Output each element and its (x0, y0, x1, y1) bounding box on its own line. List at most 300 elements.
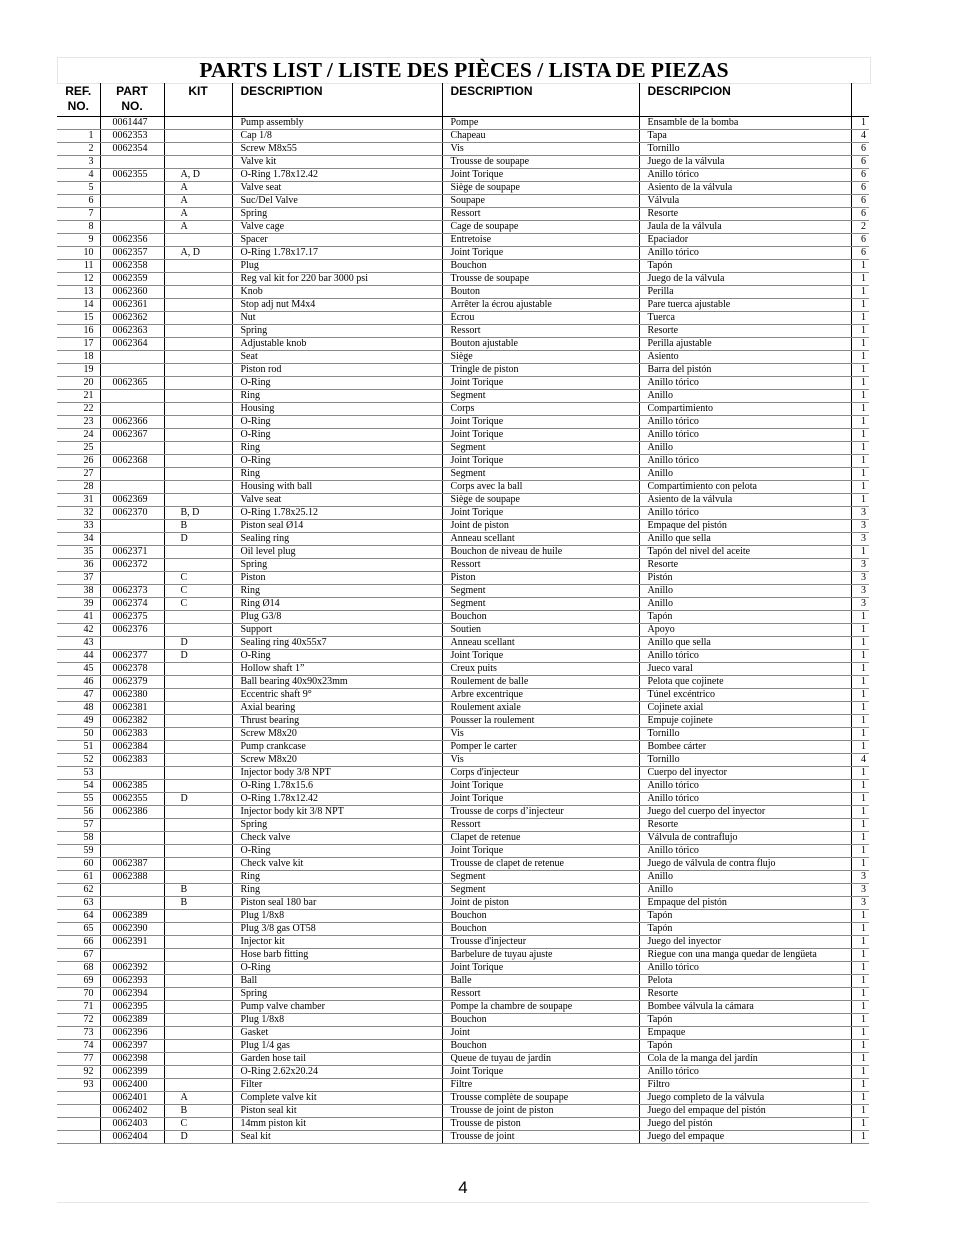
description-fr-cell: Corps d'injecteur (442, 767, 639, 780)
part-no-cell (100, 208, 164, 221)
description-en-cell: Plug 1/8x8 (232, 910, 442, 923)
table-row (57, 624, 869, 637)
description-es-cell: Asiento de la válvula (639, 494, 851, 507)
qty-cell: 1 (851, 416, 869, 429)
description-es-cell: Tapón (639, 923, 851, 936)
kit-cell (164, 715, 232, 728)
table-row (57, 858, 869, 871)
description-fr-cell: Segment (442, 598, 639, 611)
qty-cell: 1 (851, 832, 869, 845)
description-en-cell: Eccentric shaft 9° (232, 689, 442, 702)
description-en-cell: O-Ring (232, 377, 442, 390)
qty-cell: 1 (851, 780, 869, 793)
description-fr-cell: Ressort (442, 559, 639, 572)
part-no-cell (100, 351, 164, 364)
part-no-cell (100, 533, 164, 546)
description-es-cell: Juego del cuerpo del inyector (639, 806, 851, 819)
description-en-cell: Check valve (232, 832, 442, 845)
kit-cell (164, 325, 232, 338)
part-no-cell: 0062404 (100, 1131, 164, 1144)
kit-cell: B (164, 884, 232, 897)
description-fr-cell: Joint Torique (442, 962, 639, 975)
kit-cell (164, 988, 232, 1001)
kit-cell (164, 611, 232, 624)
kit-cell (164, 143, 232, 156)
part-no-cell: 0062361 (100, 299, 164, 312)
kit-cell (164, 663, 232, 676)
description-en-cell: Pump valve chamber (232, 1001, 442, 1014)
description-en-cell: 14mm piston kit (232, 1118, 442, 1131)
description-en-cell: Oil level plug (232, 546, 442, 559)
description-en-cell: Axial bearing (232, 702, 442, 715)
description-fr-cell: Trousse de soupape (442, 156, 639, 169)
kit-cell (164, 858, 232, 871)
part-no-cell: 0062359 (100, 273, 164, 286)
header-description-es: DESCRIPCION (639, 83, 851, 117)
table-row (57, 793, 869, 806)
table-row (57, 143, 869, 156)
description-fr-cell: Ressort (442, 988, 639, 1001)
kit-cell (164, 364, 232, 377)
description-fr-cell: Joint Torique (442, 507, 639, 520)
description-es-cell: Juego del empaque del pistón (639, 1105, 851, 1118)
ref-no-cell: 45 (57, 663, 100, 676)
description-es-cell: Tornillo (639, 143, 851, 156)
description-es-cell: Jueco varal (639, 663, 851, 676)
qty-cell: 1 (851, 325, 869, 338)
ref-no-cell: 49 (57, 715, 100, 728)
description-fr-cell: Tringle de piston (442, 364, 639, 377)
kit-cell (164, 689, 232, 702)
qty-cell: 6 (851, 195, 869, 208)
qty-cell: 3 (851, 572, 869, 585)
table-row (57, 975, 869, 988)
ref-no-cell: 48 (57, 702, 100, 715)
ref-no-cell: 50 (57, 728, 100, 741)
qty-cell: 1 (851, 377, 869, 390)
description-es-cell: Anillo tórico (639, 780, 851, 793)
qty-cell: 1 (851, 1092, 869, 1105)
table-row (57, 351, 869, 364)
ref-no-cell: 68 (57, 962, 100, 975)
description-fr-cell: Roulement de balle (442, 676, 639, 689)
ref-no-cell: 21 (57, 390, 100, 403)
kit-cell: A (164, 195, 232, 208)
part-no-cell: 0062362 (100, 312, 164, 325)
ref-no-cell: 33 (57, 520, 100, 533)
description-es-cell: Resorte (639, 325, 851, 338)
qty-cell: 1 (851, 819, 869, 832)
description-en-cell: Piston seal kit (232, 1105, 442, 1118)
qty-cell: 1 (851, 949, 869, 962)
ref-no-cell: 56 (57, 806, 100, 819)
ref-no-cell: 69 (57, 975, 100, 988)
part-no-cell: 0062380 (100, 689, 164, 702)
description-fr-cell: Joint Torique (442, 793, 639, 806)
kit-cell (164, 117, 232, 130)
table-row (57, 650, 869, 663)
description-es-cell: Anillo (639, 598, 851, 611)
description-en-cell: Seat (232, 351, 442, 364)
description-en-cell: Screw M8x20 (232, 728, 442, 741)
description-es-cell: Filtro (639, 1079, 851, 1092)
description-es-cell: Anillo tórico (639, 247, 851, 260)
table-row (57, 663, 869, 676)
part-no-cell: 0062396 (100, 1027, 164, 1040)
qty-cell: 1 (851, 1053, 869, 1066)
description-es-cell: Empaque del pistón (639, 520, 851, 533)
qty-cell: 6 (851, 208, 869, 221)
description-en-cell: Hose barb fitting (232, 949, 442, 962)
description-en-cell: O-Ring (232, 845, 442, 858)
table-row (57, 884, 869, 897)
description-es-cell: Perilla (639, 286, 851, 299)
description-es-cell: Túnel excéntrico (639, 689, 851, 702)
description-fr-cell: Trousse complète de soupape (442, 1092, 639, 1105)
ref-no-cell: 63 (57, 897, 100, 910)
description-fr-cell: Bouchon (442, 923, 639, 936)
kit-cell (164, 156, 232, 169)
description-en-cell: Piston (232, 572, 442, 585)
kit-cell (164, 377, 232, 390)
part-no-cell: 0062357 (100, 247, 164, 260)
description-en-cell: O-Ring 1.78x17.17 (232, 247, 442, 260)
description-fr-cell: Pousser la roulement (442, 715, 639, 728)
ref-no-cell: 72 (57, 1014, 100, 1027)
part-no-cell: 0062360 (100, 286, 164, 299)
description-fr-cell: Joint Torique (442, 455, 639, 468)
table-row (57, 598, 869, 611)
part-no-cell: 0062368 (100, 455, 164, 468)
ref-no-cell: 44 (57, 650, 100, 663)
part-no-cell (100, 572, 164, 585)
description-en-cell: Adjustable knob (232, 338, 442, 351)
qty-cell: 1 (851, 845, 869, 858)
ref-no-cell: 3 (57, 156, 100, 169)
ref-no-cell: 64 (57, 910, 100, 923)
description-es-cell: Jaula de la válvula (639, 221, 851, 234)
part-no-cell: 0062385 (100, 780, 164, 793)
description-fr-cell: Piston (442, 572, 639, 585)
description-fr-cell: Trousse de clapet de retenue (442, 858, 639, 871)
qty-cell: 1 (851, 403, 869, 416)
description-es-cell: Juego del inyector (639, 936, 851, 949)
table-row (57, 1053, 869, 1066)
description-fr-cell: Bouchon (442, 611, 639, 624)
part-no-cell: 0062356 (100, 234, 164, 247)
description-es-cell: Anillo tórico (639, 650, 851, 663)
description-es-cell: Tapón del nivel del aceite (639, 546, 851, 559)
kit-cell: A (164, 1092, 232, 1105)
description-es-cell: Tornillo (639, 754, 851, 767)
part-no-cell (100, 481, 164, 494)
ref-no-cell: 2 (57, 143, 100, 156)
part-no-cell (100, 520, 164, 533)
description-es-cell: Anillo tórico (639, 962, 851, 975)
part-no-cell: 0062393 (100, 975, 164, 988)
table-row (57, 169, 869, 182)
table-row (57, 702, 869, 715)
description-fr-cell: Bouchon (442, 1014, 639, 1027)
table-row (57, 338, 869, 351)
description-es-cell: Juego de la válvula (639, 273, 851, 286)
description-fr-cell: Vis (442, 754, 639, 767)
part-no-cell: 0062353 (100, 130, 164, 143)
ref-no-cell: 10 (57, 247, 100, 260)
part-no-cell: 0062382 (100, 715, 164, 728)
kit-cell (164, 923, 232, 936)
qty-cell: 2 (851, 221, 869, 234)
ref-no-cell (57, 1118, 100, 1131)
description-es-cell: Tapa (639, 130, 851, 143)
part-no-cell (100, 364, 164, 377)
description-fr-cell: Joint Torique (442, 1066, 639, 1079)
qty-cell: 3 (851, 559, 869, 572)
description-en-cell: Stop adj nut M4x4 (232, 299, 442, 312)
ref-no-cell: 70 (57, 988, 100, 1001)
ref-no-cell: 71 (57, 1001, 100, 1014)
description-en-cell: Ball bearing 40x90x23mm (232, 676, 442, 689)
part-no-cell: 0062381 (100, 702, 164, 715)
table-header (57, 83, 869, 117)
qty-cell: 1 (851, 273, 869, 286)
ref-no-cell: 52 (57, 754, 100, 767)
table-row (57, 754, 869, 767)
table-row (57, 897, 869, 910)
table-row (57, 182, 869, 195)
qty-cell: 3 (851, 533, 869, 546)
ref-no-cell: 9 (57, 234, 100, 247)
header-qty (851, 83, 869, 117)
part-no-cell (100, 390, 164, 403)
description-es-cell: Anillo tórico (639, 455, 851, 468)
part-no-cell: 0062386 (100, 806, 164, 819)
qty-cell: 1 (851, 442, 869, 455)
kit-cell: D (164, 637, 232, 650)
ref-no-cell: 53 (57, 767, 100, 780)
kit-cell: A (164, 182, 232, 195)
part-no-cell: 0062399 (100, 1066, 164, 1079)
description-en-cell: Valve seat (232, 494, 442, 507)
part-no-cell: 0062378 (100, 663, 164, 676)
part-no-cell: 0062388 (100, 871, 164, 884)
part-no-cell: 0062372 (100, 559, 164, 572)
part-no-cell: 0062395 (100, 1001, 164, 1014)
ref-no-cell: 55 (57, 793, 100, 806)
part-no-cell (100, 195, 164, 208)
table-row (57, 494, 869, 507)
description-fr-cell: Siège de soupape (442, 494, 639, 507)
description-es-cell: Resorte (639, 208, 851, 221)
description-es-cell: Pare tuerca ajustable (639, 299, 851, 312)
kit-cell (164, 1001, 232, 1014)
ref-no-cell: 32 (57, 507, 100, 520)
ref-no-cell: 65 (57, 923, 100, 936)
ref-no-cell: 37 (57, 572, 100, 585)
qty-cell: 1 (851, 1040, 869, 1053)
description-es-cell: Perilla ajustable (639, 338, 851, 351)
kit-cell: A, D (164, 247, 232, 260)
description-es-cell: Asiento de la válvula (639, 182, 851, 195)
kit-cell (164, 1066, 232, 1079)
page-number: 4 (458, 1178, 468, 1197)
description-fr-cell: Balle (442, 975, 639, 988)
qty-cell: 1 (851, 286, 869, 299)
description-en-cell: Injector body kit 3/8 NPT (232, 806, 442, 819)
kit-cell (164, 676, 232, 689)
qty-cell: 6 (851, 143, 869, 156)
qty-cell: 1 (851, 702, 869, 715)
part-no-cell: 0062364 (100, 338, 164, 351)
description-en-cell: Plug (232, 260, 442, 273)
qty-cell: 1 (851, 481, 869, 494)
kit-cell: B (164, 897, 232, 910)
part-no-cell (100, 884, 164, 897)
description-es-cell: Anillo tórico (639, 1066, 851, 1079)
description-es-cell: Tapón (639, 611, 851, 624)
ref-no-cell: 60 (57, 858, 100, 871)
qty-cell: 3 (851, 520, 869, 533)
table-row (57, 832, 869, 845)
qty-cell: 1 (851, 793, 869, 806)
table-row (57, 637, 869, 650)
ref-no-cell: 57 (57, 819, 100, 832)
kit-cell (164, 416, 232, 429)
table-row (57, 1001, 869, 1014)
qty-cell: 3 (851, 897, 869, 910)
description-en-cell: Plug 1/8x8 (232, 1014, 442, 1027)
kit-cell (164, 767, 232, 780)
kit-cell: D (164, 533, 232, 546)
description-fr-cell: Trousse de soupape (442, 273, 639, 286)
ref-no-cell: 19 (57, 364, 100, 377)
description-fr-cell: Filtre (442, 1079, 639, 1092)
header-ref-no: REF. NO. (57, 83, 100, 117)
qty-cell: 1 (851, 650, 869, 663)
part-no-cell: 0062377 (100, 650, 164, 663)
description-fr-cell: Pompe (442, 117, 639, 130)
ref-no-cell: 18 (57, 351, 100, 364)
description-es-cell: Anillo (639, 442, 851, 455)
kit-cell (164, 273, 232, 286)
qty-cell: 6 (851, 169, 869, 182)
description-en-cell: Ring (232, 884, 442, 897)
description-fr-cell: Segment (442, 390, 639, 403)
table-row (57, 767, 869, 780)
description-es-cell: Bombee válvula la cámara (639, 1001, 851, 1014)
description-es-cell: Tapón (639, 1014, 851, 1027)
ref-no-cell (57, 1131, 100, 1144)
table-row (57, 741, 869, 754)
description-es-cell: Epaciador (639, 234, 851, 247)
part-no-cell: 0062354 (100, 143, 164, 156)
description-en-cell: Suc/Del Valve (232, 195, 442, 208)
table-row (57, 117, 869, 130)
kit-cell (164, 1027, 232, 1040)
qty-cell: 1 (851, 468, 869, 481)
table-row (57, 195, 869, 208)
ref-no-cell: 7 (57, 208, 100, 221)
description-es-cell: Compartimiento con pelota (639, 481, 851, 494)
header-description-en: DESCRIPTION (232, 83, 442, 117)
description-en-cell: Spacer (232, 234, 442, 247)
description-fr-cell: Joint Torique (442, 429, 639, 442)
description-en-cell: O-Ring (232, 429, 442, 442)
description-fr-cell: Chapeau (442, 130, 639, 143)
ref-no-cell: 8 (57, 221, 100, 234)
description-fr-cell: Joint de piston (442, 897, 639, 910)
description-es-cell: Tuerca (639, 312, 851, 325)
description-fr-cell: Corps avec la ball (442, 481, 639, 494)
description-fr-cell: Ressort (442, 325, 639, 338)
kit-cell (164, 1053, 232, 1066)
description-fr-cell: Barbelure de tuyau ajuste (442, 949, 639, 962)
description-en-cell: O-Ring (232, 455, 442, 468)
description-en-cell: Check valve kit (232, 858, 442, 871)
qty-cell: 1 (851, 260, 869, 273)
description-en-cell: Injector body 3/8 NPT (232, 767, 442, 780)
ref-no-cell: 14 (57, 299, 100, 312)
table-body (57, 117, 869, 1144)
table-row (57, 689, 869, 702)
qty-cell: 4 (851, 754, 869, 767)
table-row (57, 1079, 869, 1092)
ref-no-cell (57, 1105, 100, 1118)
table-row (57, 910, 869, 923)
ref-no-cell: 17 (57, 338, 100, 351)
description-en-cell: Sealing ring (232, 533, 442, 546)
description-en-cell: Reg val kit for 220 bar 3000 psi (232, 273, 442, 286)
kit-cell (164, 845, 232, 858)
description-es-cell: Cuerpo del inyector (639, 767, 851, 780)
table-row (57, 1105, 869, 1118)
kit-cell: A, D (164, 169, 232, 182)
description-fr-cell: Siège (442, 351, 639, 364)
description-en-cell: O-Ring 2.62x20.24 (232, 1066, 442, 1079)
table-row (57, 273, 869, 286)
qty-cell: 3 (851, 507, 869, 520)
description-fr-cell: Bouton ajustable (442, 338, 639, 351)
footer-divider (57, 1202, 869, 1203)
description-en-cell: Spring (232, 819, 442, 832)
description-fr-cell: Arbre excentrique (442, 689, 639, 702)
kit-cell (164, 481, 232, 494)
table-row (57, 819, 869, 832)
part-no-cell (100, 767, 164, 780)
part-no-cell: 0062401 (100, 1092, 164, 1105)
description-fr-cell: Segment (442, 442, 639, 455)
ref-no-cell: 67 (57, 949, 100, 962)
kit-cell (164, 910, 232, 923)
qty-cell: 1 (851, 1105, 869, 1118)
description-en-cell: O-Ring (232, 650, 442, 663)
description-es-cell: Anillo que sella (639, 533, 851, 546)
description-es-cell: Resorte (639, 819, 851, 832)
description-fr-cell: Ressort (442, 208, 639, 221)
table-row (57, 585, 869, 598)
kit-cell (164, 559, 232, 572)
kit-cell: D (164, 650, 232, 663)
table-row (57, 130, 869, 143)
kit-cell (164, 741, 232, 754)
part-no-cell (100, 832, 164, 845)
part-no-cell (100, 156, 164, 169)
kit-cell (164, 260, 232, 273)
table-row (57, 286, 869, 299)
qty-cell: 1 (851, 923, 869, 936)
kit-cell (164, 754, 232, 767)
description-es-cell: Anillo (639, 871, 851, 884)
